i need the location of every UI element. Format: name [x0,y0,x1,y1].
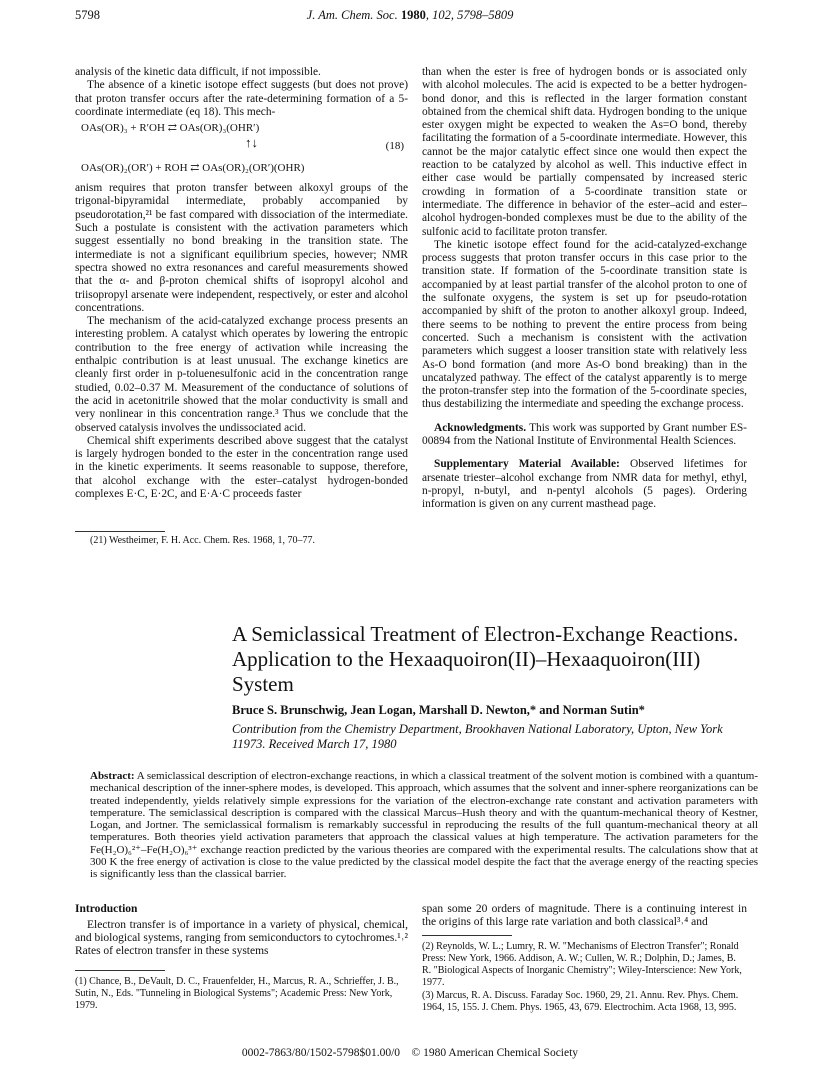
supplementary-label: Supplementary Material Available: [434,458,620,471]
abstract-text: A semiclassical description of electron-exchange reactions, in which a classical treatment of the solvent motion is combined with a quantum-mechanical description of the inner-sphere modes, is developed. This approach, which assumes that the solvent and inner-sphere reorganizations can be treated independently, yields relatively simple expressions for the variation of the electron-exchange rate constant and activation parameters with temperature. The semiclassical description is compared with the classical Marcus–Hush theory and with the quantum-mechanical theory of Kestner, Logan, and Jortner. The semiclassical formalism is remarkably successful in reproducing the results of the full quantum-mechanical theory at all temperatures. Both theories yield activation parameters that approach the classical values at high temperature. The activation parameters for the Fe(H₂O)₆²⁺–Fe(H₂O)₆³⁺ exchange reaction predicted by the various theories are compared with the experimental results. The calculations show that at 300 K the free energy of activation is close to the value predicted by the classical model despite the fact that the average energy of the reacting species is significantly less than the classical barrier. [90,770,758,881]
equation-line-2: OAs(OR)₂(OR′) + ROH ⇄ OAs(OR)₂(OR′)(OHR) [81,162,305,175]
left-column [75,66,408,501]
introduction-left [75,903,408,958]
acknowledgments [422,422,747,449]
abstract-label: Abstract: [90,770,135,782]
footnote-21: (21) Westheimer, F. H. Acc. Chem. Res. 1968, 1, 70–77. [90,535,316,546]
paragraph: The absence of a kinetic isotope effect suggests (but does not prove) that proton transfer occurs after the rate-determining formation of a 5-coordinate intermediate (eq 18). This mech- [75,79,408,118]
equation-number: (18) [385,140,404,153]
paragraph: Electron transfer is of importance in a variety of physical, chemical, and biological systems, ranging from semiconductors to cytochromes.¹˒² Rates of electron transfer in these systems [75,919,408,957]
paragraph: Chemical shift experiments described above suggest that the catalyst is largely hydrogen bonded to the ester in the concentration range used in the kinetic experiments. It seems reasonable to suppose, therefore, that alcohol exchange with the ester–catalyst hydrogen-bonded complexes E·C, E·2C, and E·A·C proceeds faster [75,434,408,501]
article-affiliation: Contribution from the Chemistry Department, Brookhaven National Laboratory, Upton, New York 11973. Received March 17, 1980 [232,722,723,751]
introduction-right [422,903,747,929]
supplementary-material [422,458,747,511]
article-authors: Bruce S. Brunschwig, Jean Logan, Marshall D. Newton,* and Norman Sutin* [232,703,645,717]
paragraph: span some 20 orders of magnitude. There is a continuing interest in the origins of this large rate variation and both classical³˒⁴ and [422,903,747,928]
journal-volume: 102 [432,8,451,22]
paragraph: The mechanism of the acid-catalyzed exchange process presents an interesting problem. A catalyst which operates by lowering the entropic contribution to the free energy of activation while increasing the enthalpic contribution is at least unusual. The exchange kinetics are cleanly first order in p-toluenesulfonic acid in the concentration range studied, 0.02–0.37 M. Measurement of the conductance of solutions of the acid in acetonitrile showed that the molar conductivity is small and very nonlinear in this concentration range.³ Thus we conclude that the observed catalysis involves the undissociated acid. [75,315,408,434]
journal-citation: J. Am. Chem. Soc. 1980, 102, 5798–5809 [306,8,514,22]
copyright: © 1980 American Chemical Society [411,1047,579,1059]
journal-year: 1980 [400,8,426,22]
supplementary-text: Observed lifetimes for arsenate triester–alcohol exchange from NMR data for methyl, ethyl, n-propyl, n-butyl, and n-pentyl alcohols (5 pages). Ordering information is given on any current masthead page. [422,458,748,511]
paragraph: than when the ester is free of hydrogen bonds or is associated only with alcohol molecules. The acid is expected to be a better hydrogen-bond donor, and this is reflected in the larger formation constant obtained from the chemical shift data. Hydrogen bonding to the unique ester oxygen might be expected to weaken the As=O bond, thereby facilitating the formation of a 5-coordinate intermediate. However, this cannot be the major catalytic effect since one would then expect the reaction to be catalyzed by alcohol as well. This inductive effect in either case would be partially compensated by increased steric crowding in formation of a 5-coordinate transition state or intermediate. The difference in behavior of the ester–acid and ester–alcohol hydrogen-bonded complexes must be due to the ability of the sulfonic acid to facilitate proton transfer. [422,66,747,238]
footnote-2: (2) Reynolds, W. L.; Lumry, R. W. "Mechanisms of Electron Transfer"; Ronald Press: New York, 1966. Addison, A. W.; Cullen, W. R.; Dolphin, D.; James, B. R. "Biological Aspects of Inorganic Chemistry"; Wiley-Interscience: New York, 1977. [422,941,742,988]
running-header [75,8,745,26]
right-column [422,66,747,512]
paragraph: anism requires that proton transfer between alkoxyl groups of the trigonal-bipyramidal intermediate, probably accompanied by pseudorotation,²¹ be fast compared with dissociation of the intermediate. Such a postulate is consistent with the activation parameters which suggest essentially no bond breaking in the transition state. The intermediate is not a significant equilibrium species, however; NMR spectra showed no extra resonances and careful measurements showed that the α- and β-proton chemical shifts of isopropyl alcohol and triisopropyl arsenate were independent, respectively, or ester and alcohol concentrations. [75,182,408,314]
footnote-3: (3) Marcus, R. A. Discuss. Faraday Soc. 1960, 29, 21. Annu. Rev. Phys. Chem. 1964, 15, 155. J. Chem. Phys. 1965, 43, 679. Electrochim. Acta 1968, 13, 995. [422,990,739,1013]
acknowledgments-text: This work was supported by Grant number ES-00894 from the National Institute of Environmental Health Sciences. [422,421,747,448]
journal-name: J. Am. Chem. Soc. [306,8,398,22]
article-title: A Semiclassical Treatment of Electron-Exchange Reactions. Application to the Hexaaquoiron(II)–Hexaaquoiron(III) System [232,622,739,696]
footnote-1: (1) Chance, B., DeVault, D. C., Frauenfelder, H., Marcus, R. A., Schrieffer, J. B., Sutin, N., Eds. "Tunneling in Biological Systems"; Academic Press: New York, 1979. [75,976,399,1011]
page-number: 5798 [75,8,100,22]
journal-pages: 5798–5809 [457,8,514,22]
paragraph: The kinetic isotope effect found for the acid-catalyzed-exchange process suggests that proton transfer occurs in this case prior to the transition state. If formation of the 5-coordinate transition state is accompanied by at least partial transfer of the alcohol proton to one of the sulfonate oxygens, the system is set up for pseudo-rotation accompanied by shift of the proton to another alkoxyl group. Indeed, there seems to be nothing to prevent the entire process from being concerted. Such a mechanism is consistent with the activation parameters which suggest a looser transition state with relatively less As-O bond formation (and more As-O bond breaking) than in the uncatalyzed pathway. The effect of the catalyst apparently is to merge the proton-transfer step into the formation of the 5-coordinate species, thus destabilizing the intermediate and speeding the exchange process. [422,238,747,411]
introduction-heading: Introduction [75,903,138,915]
equation-18 [75,122,408,178]
acknowledgments-label: Acknowledgments. [434,421,527,434]
article-code: 0002-7863/80/1502-5798$01.00/0 [241,1047,401,1059]
abstract [90,770,758,881]
page-footer [0,1047,820,1059]
paragraph: analysis of the kinetic data difficult, if not impossible. [75,66,321,78]
footnote-rule [75,970,165,971]
footnote-rule [75,531,165,532]
footnote-rule [422,935,512,936]
equation-line-1: OAs(OR)₃ + R′OH ⇄ OAs(OR)₃(OHR′) [81,122,260,135]
equilibrium-arrows: ↑↓ [245,135,258,151]
